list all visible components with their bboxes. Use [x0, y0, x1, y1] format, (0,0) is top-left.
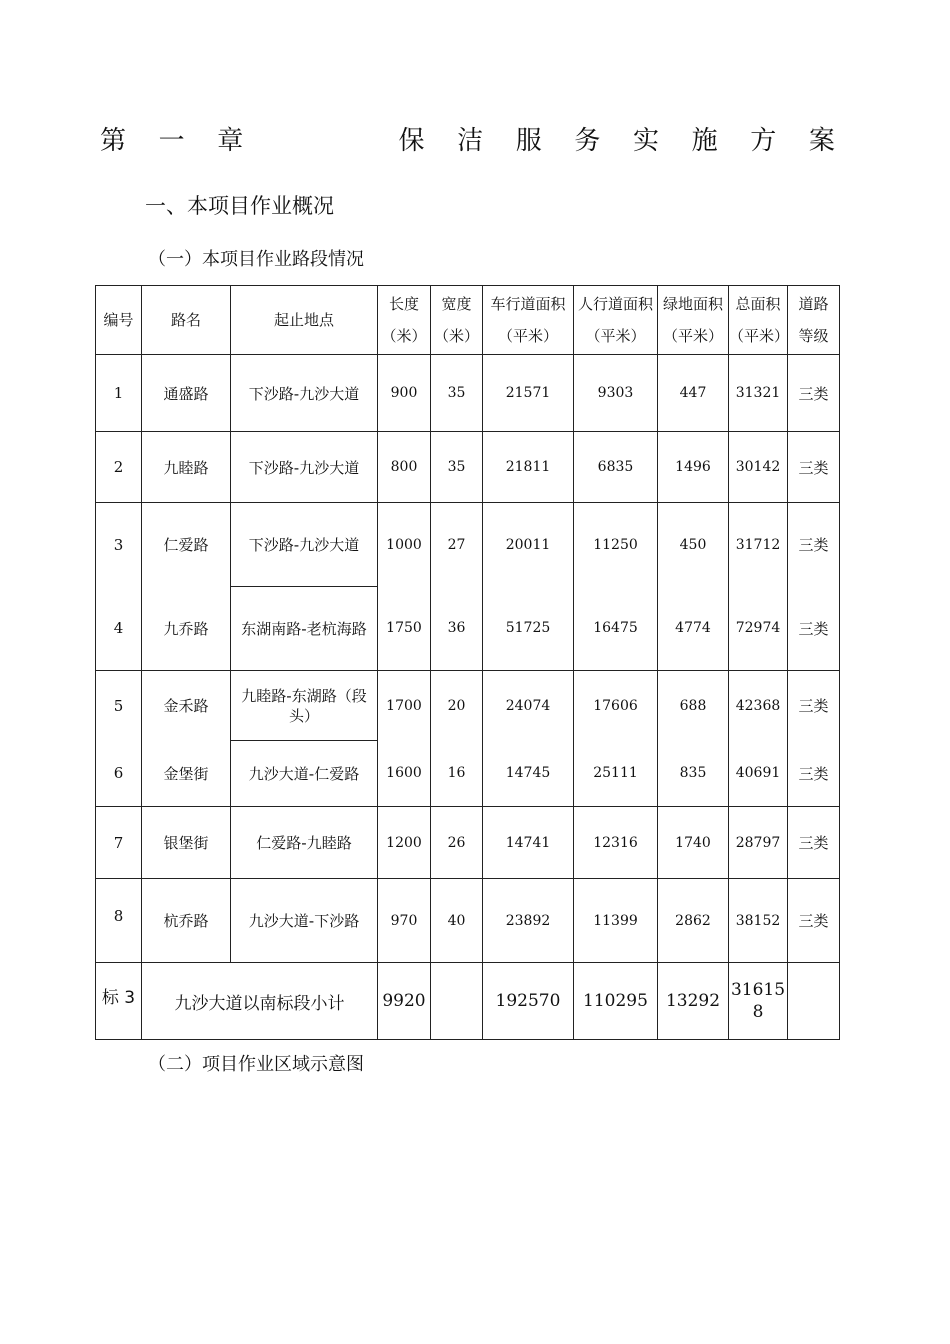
- cell-lane: 20011: [483, 503, 574, 587]
- cell-walk: 11250: [574, 503, 658, 587]
- table-row: [96, 587, 840, 671]
- cell-grade: 三类: [788, 807, 840, 879]
- cell-name: 仁爱路: [142, 503, 231, 587]
- cell-name: 九乔路: [142, 587, 231, 671]
- header-lane-label: 车行道面积: [490, 295, 566, 313]
- chapter-char: 服: [515, 125, 542, 156]
- cell-grade: 三类: [788, 671, 840, 741]
- cell-lane: 24074: [483, 671, 574, 741]
- cell-lane: 21811: [483, 432, 574, 503]
- cell-green: 4774: [658, 587, 729, 671]
- table-row: [96, 432, 840, 503]
- cell-walk: 25111: [574, 741, 658, 807]
- table-header-row: [96, 286, 840, 355]
- header-width-unit: （米）: [433, 327, 479, 345]
- cell-width: 36: [431, 587, 483, 671]
- cell-route: 下沙路-九沙大道: [231, 355, 378, 432]
- header-total-label: 总面积: [735, 295, 781, 313]
- chapter-char: 方: [750, 125, 777, 156]
- subtotal-total: 316158: [729, 963, 788, 1040]
- cell-name: 九睦路: [142, 432, 231, 503]
- cell-grade: 三类: [788, 355, 840, 432]
- header-walk-unit: （平米）: [585, 327, 646, 345]
- cell-route: 东湖南路-老杭海路: [231, 587, 378, 671]
- cell-walk: 12316: [574, 807, 658, 879]
- header-total-area: [729, 286, 788, 355]
- chapter-title: [100, 118, 835, 158]
- chapter-char: 洁: [457, 125, 484, 156]
- subtotal-label: 九沙大道以南标段小计: [142, 963, 378, 1040]
- cell-length: 970: [378, 879, 431, 963]
- cell-length: 1200: [378, 807, 431, 879]
- cell-green: 1740: [658, 807, 729, 879]
- cell-length: 1700: [378, 671, 431, 741]
- header-route: 起止地点: [231, 286, 378, 355]
- table-row: [96, 741, 840, 807]
- section-heading: 一、本项目作业概况: [145, 194, 334, 218]
- cell-total: 28797: [729, 807, 788, 879]
- table-row: [96, 355, 840, 432]
- header-walk-label: 人行道面积: [577, 295, 653, 313]
- cell-route: 仁爱路-九睦路: [231, 807, 378, 879]
- cell-walk: 9303: [574, 355, 658, 432]
- table-row: [96, 807, 840, 879]
- header-no: 编号: [96, 286, 142, 355]
- cell-grade: 三类: [788, 587, 840, 671]
- header-lane-area: [483, 286, 574, 355]
- subtotal-lane: 192570: [483, 963, 574, 1040]
- header-length-unit: （米）: [381, 327, 427, 345]
- header-name: 路名: [142, 286, 231, 355]
- chapter-char: 施: [691, 125, 718, 156]
- cell-green: 2862: [658, 879, 729, 963]
- cell-width: 35: [431, 432, 483, 503]
- cell-lane: 21571: [483, 355, 574, 432]
- cell-route: 九沙大道-仁爱路: [231, 741, 378, 807]
- cell-name: 通盛路: [142, 355, 231, 432]
- chapter-char: 一: [158, 125, 185, 156]
- cell-walk: 6835: [574, 432, 658, 503]
- cell-lane: 51725: [483, 587, 574, 671]
- subtotal-green: 13292: [658, 963, 729, 1040]
- cell-no: 3: [96, 503, 142, 587]
- table-row: [96, 879, 840, 963]
- cell-lane: 23892: [483, 879, 574, 963]
- cell-length: 800: [378, 432, 431, 503]
- header-lane-unit: （平米）: [497, 327, 558, 345]
- cell-lane: 14741: [483, 807, 574, 879]
- cell-total: 31712: [729, 503, 788, 587]
- header-width-label: 宽度: [441, 295, 472, 313]
- cell-width: 26: [431, 807, 483, 879]
- cell-green: 447: [658, 355, 729, 432]
- chapter-char: 第: [100, 125, 127, 156]
- subtotal-no: 标 3: [96, 963, 142, 1040]
- cell-total: 42368: [729, 671, 788, 741]
- subsection-heading: （一）本项目作业路段情况: [148, 249, 364, 270]
- table-row: [96, 503, 840, 587]
- cell-green: 450: [658, 503, 729, 587]
- header-grade: [788, 286, 840, 355]
- cell-name: 银堡街: [142, 807, 231, 879]
- header-green-unit: （平米）: [662, 327, 723, 345]
- header-width: [431, 286, 483, 355]
- cell-walk: 11399: [574, 879, 658, 963]
- cell-grade: 三类: [788, 741, 840, 807]
- cell-route: 九沙大道-下沙路: [231, 879, 378, 963]
- subsection-heading: （二）项目作业区域示意图: [148, 1054, 364, 1075]
- cell-grade: 三类: [788, 432, 840, 503]
- road-section-table: [95, 285, 840, 1040]
- cell-length: 1750: [378, 587, 431, 671]
- header-grade-unit: 等级: [798, 327, 829, 345]
- chapter-char: 保: [398, 125, 425, 156]
- header-length: [378, 286, 431, 355]
- cell-total: 40691: [729, 741, 788, 807]
- cell-total: 30142: [729, 432, 788, 503]
- header-walk-area: [574, 286, 658, 355]
- cell-grade: 三类: [788, 879, 840, 963]
- header-grade-label: 道路: [798, 295, 829, 313]
- cell-width: 20: [431, 671, 483, 741]
- subtotal-walk: 110295: [574, 963, 658, 1040]
- cell-no: 2: [96, 432, 142, 503]
- cell-width: 27: [431, 503, 483, 587]
- chapter-char: 实: [632, 125, 659, 156]
- header-length-label: 长度: [388, 295, 419, 313]
- chapter-char: 章: [217, 125, 244, 156]
- cell-route: 下沙路-九沙大道: [231, 432, 378, 503]
- cell-name: 金禾路: [142, 671, 231, 741]
- cell-lane: 14745: [483, 741, 574, 807]
- subtotal-length: 9920: [378, 963, 431, 1040]
- cell-no: 1: [96, 355, 142, 432]
- cell-walk: 16475: [574, 587, 658, 671]
- cell-length: 900: [378, 355, 431, 432]
- cell-route: 九睦路-东湖路（段头）: [231, 671, 378, 741]
- header-green-area: [658, 286, 729, 355]
- subtotal-width: [431, 963, 483, 1040]
- cell-no: 4: [96, 587, 142, 671]
- cell-grade: 三类: [788, 503, 840, 587]
- cell-width: 35: [431, 355, 483, 432]
- cell-length: 1000: [378, 503, 431, 587]
- cell-route: 下沙路-九沙大道: [231, 503, 378, 587]
- cell-green: 835: [658, 741, 729, 807]
- cell-total: 72974: [729, 587, 788, 671]
- cell-width: 16: [431, 741, 483, 807]
- cell-no: 7: [96, 807, 142, 879]
- cell-name: 杭乔路: [142, 879, 231, 963]
- cell-name: 金堡街: [142, 741, 231, 807]
- cell-green: 1496: [658, 432, 729, 503]
- subtotal-grade: [788, 963, 840, 1040]
- cell-length: 1600: [378, 741, 431, 807]
- chapter-char: 案: [808, 125, 835, 156]
- header-green-label: 绿地面积: [662, 295, 723, 313]
- cell-walk: 17606: [574, 671, 658, 741]
- header-total-unit: （平米）: [729, 327, 790, 345]
- cell-width: 40: [431, 879, 483, 963]
- table-row: [96, 671, 840, 741]
- cell-no: 6: [96, 741, 142, 807]
- cell-green: 688: [658, 671, 729, 741]
- cell-total: 38152: [729, 879, 788, 963]
- cell-no: 8: [96, 879, 142, 963]
- chapter-char: 务: [574, 125, 601, 156]
- subtotal-row: [96, 963, 840, 1040]
- cell-no: 5: [96, 671, 142, 741]
- cell-total: 31321: [729, 355, 788, 432]
